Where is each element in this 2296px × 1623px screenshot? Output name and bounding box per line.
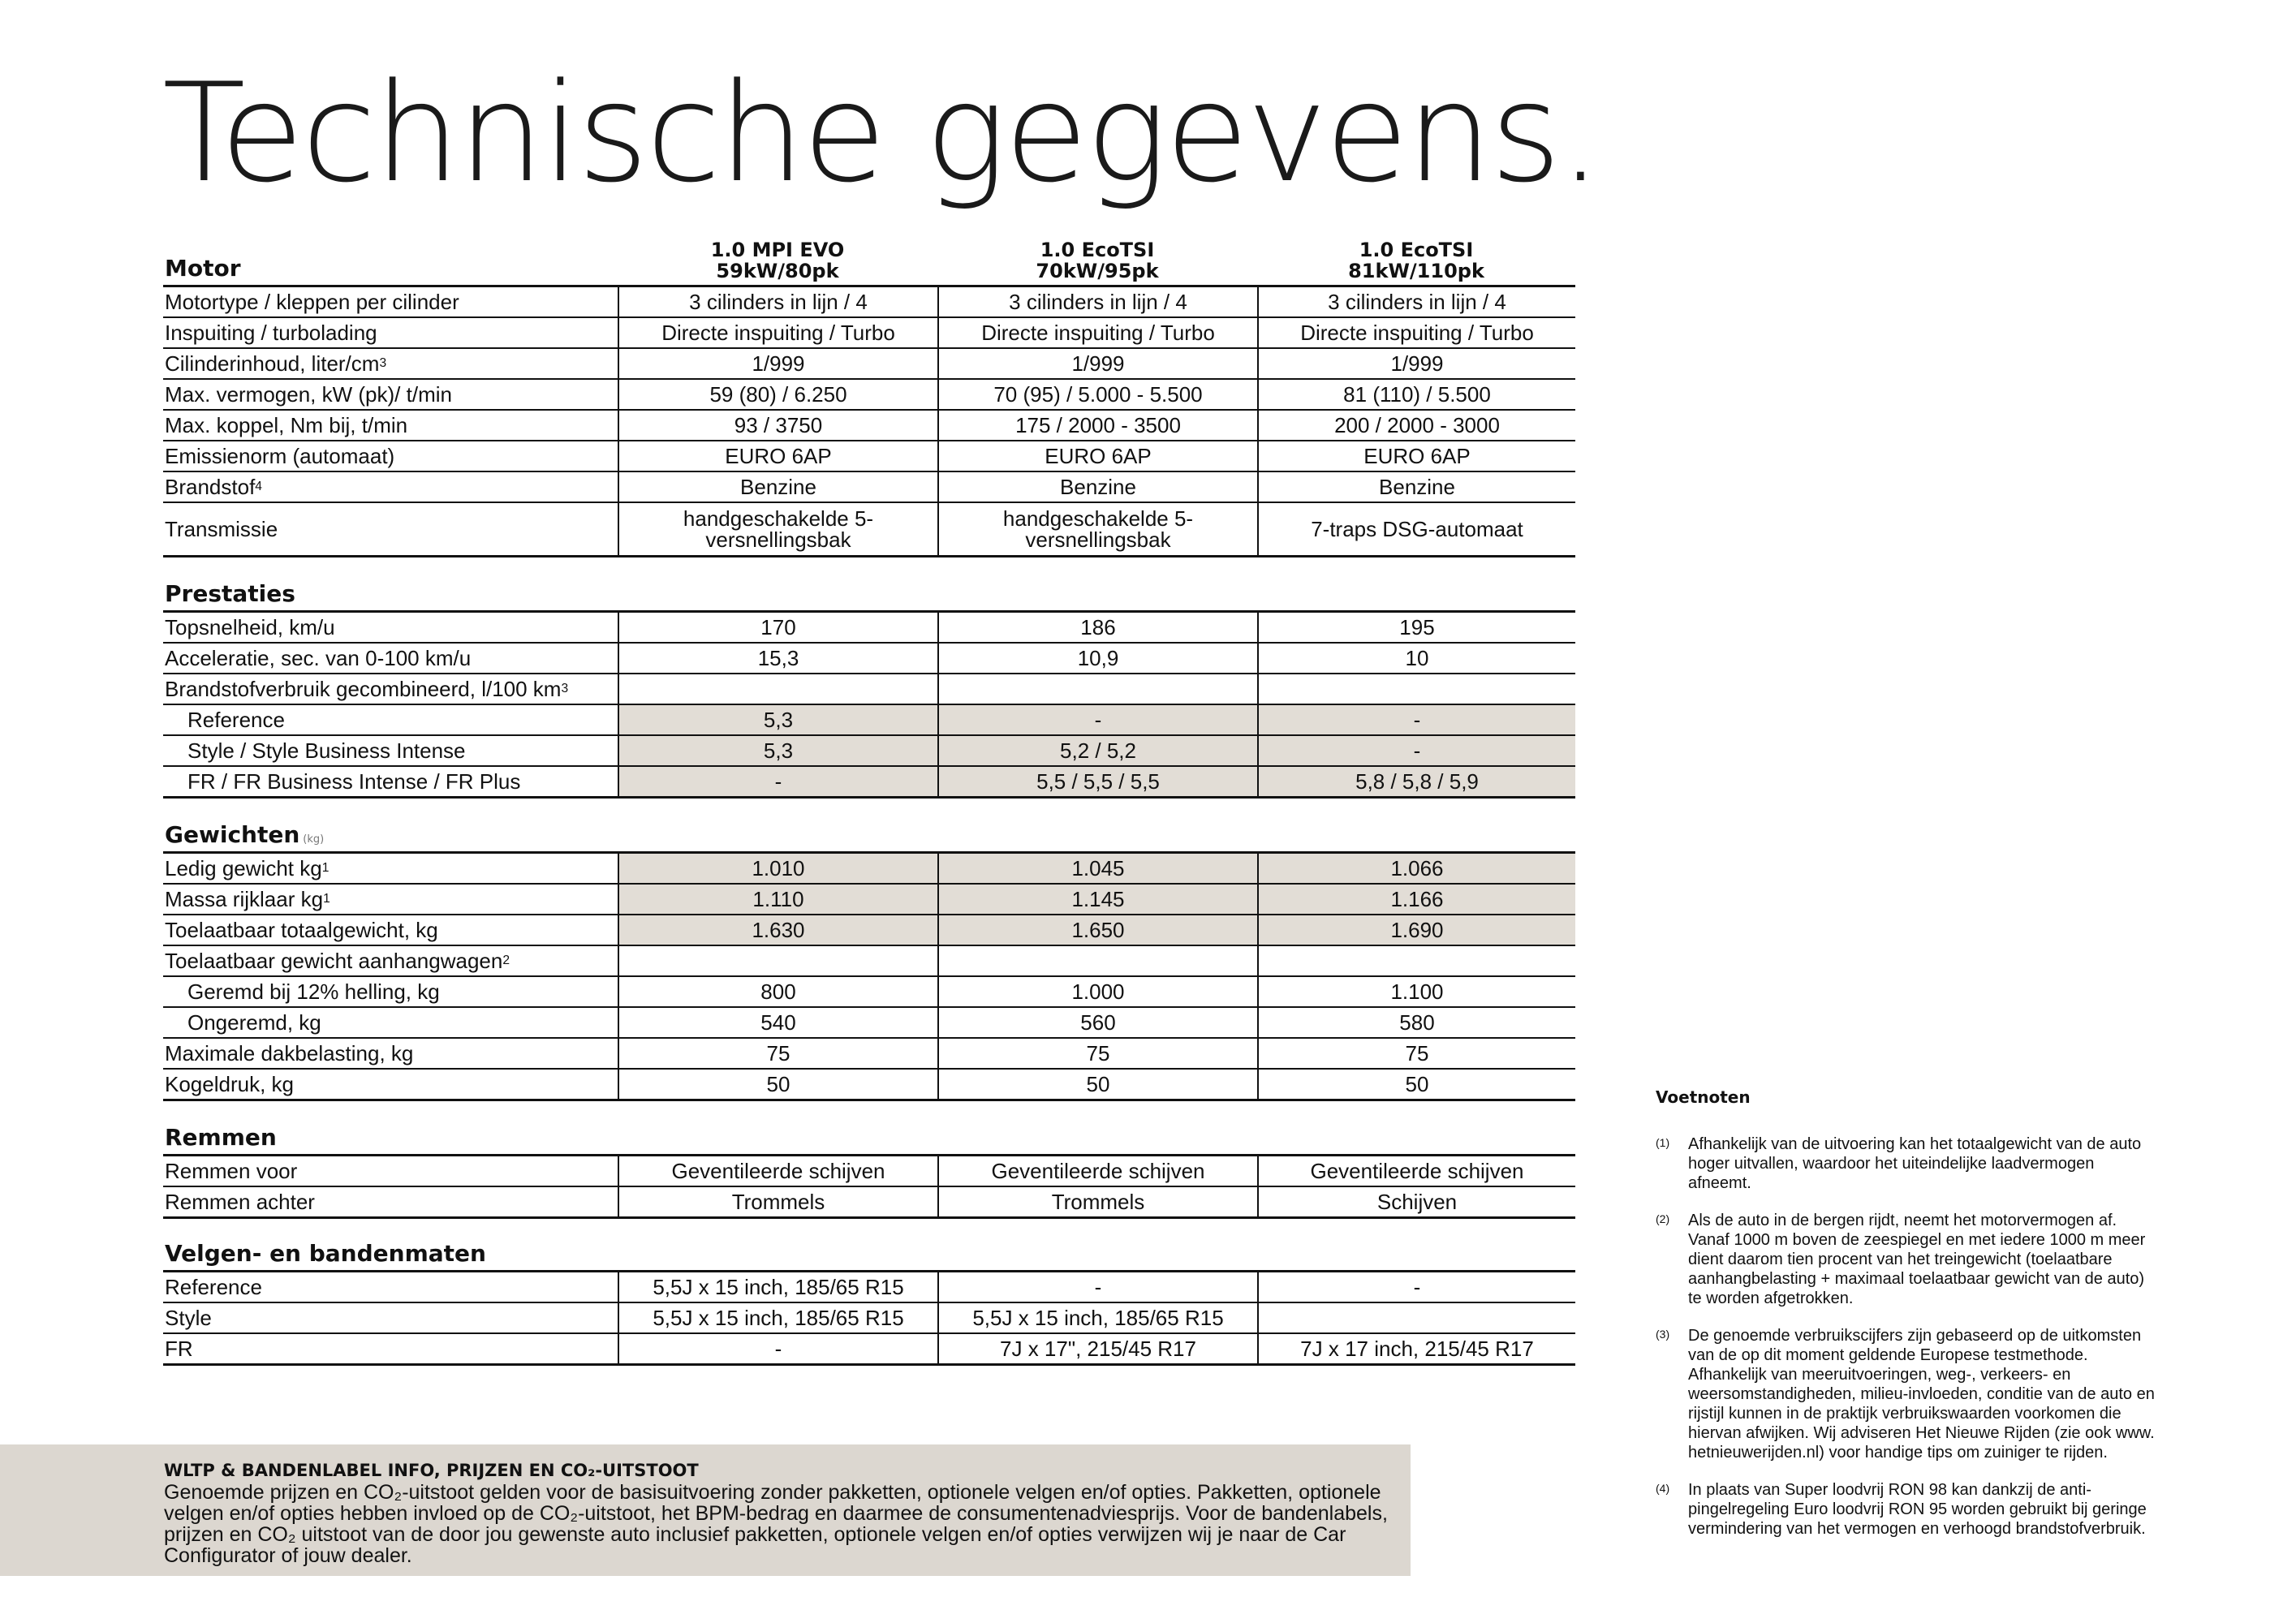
footnote-item	[1656, 1326, 2159, 1462]
section-prestaties	[163, 580, 1575, 799]
row-value-3: 75	[1257, 1039, 1575, 1068]
row-value-2: 50	[937, 1070, 1257, 1099]
table-row	[163, 885, 1575, 915]
row-label: Acceleratie, sec. van 0-100 km/u	[165, 646, 472, 670]
section-title: Velgen- en bandenmaten	[165, 1240, 486, 1267]
row-value-2: Geventileerde schijven	[937, 1156, 1257, 1186]
section-header	[163, 1124, 1575, 1156]
footnote-number: (3)	[1656, 1328, 1670, 1341]
row-value-3: -	[1257, 705, 1575, 734]
row-value-1: 5,3	[618, 705, 937, 734]
column-header-1: 1.0 MPI EVO 59kW/80pk	[710, 239, 845, 282]
table-row	[163, 946, 1575, 977]
row-label: Brandstofverbruik gecombineerd, l/100 km 3	[165, 677, 569, 701]
row-value-2: 70 (95) / 5.000 - 5.500	[937, 380, 1257, 409]
row-value-1	[618, 946, 937, 975]
row-value-1: Geventileerde schijven	[618, 1156, 937, 1186]
row-label: Inspuiting / turbolading	[165, 321, 377, 345]
table-row	[163, 1303, 1575, 1334]
row-value-3: 1.166	[1257, 885, 1575, 914]
row-value-3: 10	[1257, 644, 1575, 673]
table-row	[163, 977, 1575, 1008]
row-label: Remmen voor	[165, 1159, 298, 1183]
row-value-2: 560	[937, 1008, 1257, 1037]
row-value-3: 50	[1257, 1070, 1575, 1099]
row-value-1: 5,5J x 15 inch, 185/65 R15	[618, 1303, 937, 1332]
row-label: Toelaatbaar gewicht aanhangwagen 2	[165, 949, 510, 973]
section-velgen	[163, 1240, 1575, 1366]
row-value-1: EURO 6AP	[618, 441, 937, 471]
table-row	[163, 287, 1575, 318]
section-title: Motor	[165, 255, 241, 282]
column-header-3: 1.0 EcoTSI 81kW/110pk	[1348, 239, 1484, 282]
table-row	[163, 380, 1575, 411]
row-value-1: 1.110	[618, 885, 937, 914]
row-value-3: 5,8 / 5,8 / 5,9	[1257, 767, 1575, 796]
row-label: Brandstof 4	[165, 475, 262, 499]
row-value-2	[937, 674, 1257, 704]
row-value-2: -	[937, 705, 1257, 734]
row-value-3: 580	[1257, 1008, 1575, 1037]
table-row	[163, 1156, 1575, 1187]
table-row	[163, 349, 1575, 380]
section-header	[163, 580, 1575, 613]
row-value-2: Benzine	[937, 472, 1257, 502]
row-label: Toelaatbaar totaalgewicht, kg	[165, 918, 438, 942]
table-row	[163, 1272, 1575, 1303]
row-value-2: 186	[937, 613, 1257, 642]
row-value-2: 1.000	[937, 977, 1257, 1006]
row-value-3: 1.100	[1257, 977, 1575, 1006]
section-gewichten	[163, 821, 1575, 1101]
row-value-1: 5,5J x 15 inch, 185/65 R15	[618, 1272, 937, 1302]
row-value-1: 3 cilinders in lijn / 4	[618, 287, 937, 316]
spec-table	[163, 239, 1575, 1366]
section-title: Gewichten (kg)	[165, 821, 325, 848]
table-row	[163, 736, 1575, 767]
table-row	[163, 1187, 1575, 1219]
row-value-2	[937, 946, 1257, 975]
row-value-1: 1.630	[618, 915, 937, 945]
section-header	[163, 239, 1575, 287]
row-value-2: 5,2 / 5,2	[937, 736, 1257, 765]
row-value-1: 59 (80) / 6.250	[618, 380, 937, 409]
section-title: Remmen	[165, 1124, 277, 1151]
footnote-item	[1656, 1134, 2159, 1193]
row-value-1: 93 / 3750	[618, 411, 937, 440]
row-value-3: Directe inspuiting / Turbo	[1257, 318, 1575, 347]
footnote-number: (4)	[1656, 1482, 1670, 1495]
section-remmen	[163, 1124, 1575, 1219]
row-value-1: 170	[618, 613, 937, 642]
table-row	[163, 854, 1575, 885]
row-value-2: EURO 6AP	[937, 441, 1257, 471]
table-row	[163, 1334, 1575, 1366]
row-value-1: 540	[618, 1008, 937, 1037]
row-value-3: EURO 6AP	[1257, 441, 1575, 471]
section-header	[163, 821, 1575, 854]
row-value-2: Trommels	[937, 1187, 1257, 1216]
row-value-1: -	[618, 1334, 937, 1363]
row-label: Ledig gewicht kg 1	[165, 856, 330, 880]
row-label: FR / FR Business Intense / FR Plus	[187, 769, 521, 794]
row-label: Remmen achter	[165, 1190, 315, 1214]
row-value-2: 5,5J x 15 inch, 185/65 R15	[937, 1303, 1257, 1332]
row-value-1: 50	[618, 1070, 937, 1099]
row-label: Topsnelheid, km/u	[165, 615, 335, 639]
footnote-item	[1656, 1480, 2159, 1539]
row-value-1: 5,3	[618, 736, 937, 765]
footnote-text: Als de auto in de bergen rijdt, neemt het motorvermogen af. Vanaf 1000 m boven de zeespiegel en met iedere 1000 m meer dient daarom tien procent van het treingewicht (toelaatbare aanhangbelasting + maximaal toelaatbaar gewicht van de auto) te worden afgetrokken.	[1688, 1212, 2146, 1307]
row-value-1: -	[618, 767, 937, 796]
row-value-3: 1/999	[1257, 349, 1575, 378]
row-value-3: 3 cilinders in lijn / 4	[1257, 287, 1575, 316]
table-row	[163, 318, 1575, 349]
row-value-3: 81 (110) / 5.500	[1257, 380, 1575, 409]
row-value-1: 15,3	[618, 644, 937, 673]
row-value-3: -	[1257, 1272, 1575, 1302]
footnote-number: (2)	[1656, 1212, 1670, 1225]
row-value-3: 7-traps DSG-automaat	[1257, 503, 1575, 555]
row-value-1: handgeschakelde 5-versnellingsbak	[618, 503, 937, 555]
row-label: Reference	[165, 1275, 262, 1299]
row-value-2: 7J x 17", 215/45 R17	[937, 1334, 1257, 1363]
row-value-2: 1/999	[937, 349, 1257, 378]
row-label: FR	[165, 1337, 193, 1361]
row-value-2: 5,5 / 5,5 / 5,5	[937, 767, 1257, 796]
row-value-1: Benzine	[618, 472, 937, 502]
row-value-3	[1257, 946, 1575, 975]
table-row	[163, 915, 1575, 946]
row-value-2: 75	[937, 1039, 1257, 1068]
row-value-1: 800	[618, 977, 937, 1006]
table-row	[163, 503, 1575, 558]
row-value-2: 1.045	[937, 854, 1257, 883]
row-value-3: 1.066	[1257, 854, 1575, 883]
table-row	[163, 613, 1575, 644]
row-label: Geremd bij 12% helling, kg	[187, 979, 440, 1004]
footnotes	[1656, 1087, 2159, 1556]
row-label: Kogeldruk, kg	[165, 1072, 294, 1096]
footnotes-title: Voetnoten	[1656, 1087, 1751, 1107]
row-value-1: 1.010	[618, 854, 937, 883]
table-row	[163, 411, 1575, 441]
row-label: Style	[165, 1306, 212, 1330]
row-value-1	[618, 674, 937, 704]
row-label: Reference	[187, 708, 285, 732]
row-value-1: 75	[618, 1039, 937, 1068]
row-value-3: Geventileerde schijven	[1257, 1156, 1575, 1186]
table-row	[163, 472, 1575, 503]
row-label: Ongeremd, kg	[187, 1010, 321, 1035]
row-label: Motortype / kleppen per cilinder	[165, 290, 459, 314]
row-value-2: 3 cilinders in lijn / 4	[937, 287, 1257, 316]
row-label: Massa rijklaar kg 1	[165, 887, 330, 911]
table-row	[163, 674, 1575, 705]
row-value-2: 10,9	[937, 644, 1257, 673]
table-row	[163, 441, 1575, 472]
wltp-info-box	[0, 1444, 1411, 1576]
footnote-text: In plaats van Super loodvrij RON 98 kan dankzij de anti-pingelregeling Euro loodvrij RON 95 worden gebruikt bij geringe vermindering van het vermogen en verhoogd brandstofverbruik.	[1688, 1481, 2147, 1538]
row-value-3	[1257, 674, 1575, 704]
footnote-number: (1)	[1656, 1136, 1670, 1149]
footnote-text: De genoemde verbruikscijfers zijn gebaseerd op de uitkomsten van de op dit moment geldende Europese testmethode. Afhankelijk van meeruitvoeringen, weg-, verkeers- en weersomstandigheden, milieu-invloeden, conditie van de auto en rijstijl kunnen in de praktijk verbruikswaarden voorkomen die hiervan afwijken. Wij adviseren Het Nieuwe Rijden (zie ook www. hetnieuwerijden.nl) voor handige tips om zuiniger te rijden.	[1688, 1327, 2155, 1462]
table-row	[163, 1070, 1575, 1101]
row-value-1: Directe inspuiting / Turbo	[618, 318, 937, 347]
row-value-1: 1/999	[618, 349, 937, 378]
footnote-item	[1656, 1211, 2159, 1308]
row-label: Max. vermogen, kW (pk)/ t/min	[165, 382, 452, 407]
table-row	[163, 644, 1575, 674]
page-title: Technische gegevens.	[162, 54, 1600, 213]
row-label: Cilinderinhoud, liter/cm 3	[165, 351, 387, 376]
table-row	[163, 1039, 1575, 1070]
table-row	[163, 767, 1575, 799]
row-label: Maximale dakbelasting, kg	[165, 1041, 414, 1065]
row-value-3: Benzine	[1257, 472, 1575, 502]
table-row	[163, 705, 1575, 736]
row-value-2: 175 / 2000 - 3500	[937, 411, 1257, 440]
row-label: Transmissie	[165, 517, 278, 541]
column-header-2: 1.0 EcoTSI 70kW/95pk	[1036, 239, 1159, 282]
row-value-3: 200 / 2000 - 3000	[1257, 411, 1575, 440]
unit-label: (kg)	[303, 833, 325, 846]
row-label: Max. koppel, Nm bij, t/min	[165, 413, 408, 437]
row-value-1: Trommels	[618, 1187, 937, 1216]
info-title: WLTP & BANDENLABEL INFO, PRIJZEN EN CO₂-UITSTOOT	[164, 1461, 699, 1480]
section-motor	[163, 239, 1575, 558]
row-value-3: Schijven	[1257, 1187, 1575, 1216]
section-header	[163, 1240, 1575, 1272]
row-label: Emissienorm (automaat)	[165, 444, 395, 468]
row-value-3	[1257, 1303, 1575, 1332]
row-value-3: 7J x 17 inch, 215/45 R17	[1257, 1334, 1575, 1363]
section-title: Prestaties	[165, 580, 295, 607]
row-value-3: 1.690	[1257, 915, 1575, 945]
row-label: Style / Style Business Intense	[187, 738, 466, 763]
row-value-2: Directe inspuiting / Turbo	[937, 318, 1257, 347]
row-value-2: -	[937, 1272, 1257, 1302]
info-body: Genoemde prijzen en CO₂-uitstoot gelden voor de basisuitvoering zonder pakketten, optionele velgen en/of opties. Pakketten, optionele velgen en/of opties hebben invloed op de CO₂-uitstoot, het BPM-bedrag en daarmee de consumentenadviesprijs. Voor de bandenlabels, prijzen en CO₂ uitstoot van de door jou gewenste auto inclusief pakketten, optionele velgen en/of opties verwijzen wij je naar de Car Configurator of jouw dealer.	[164, 1481, 1388, 1567]
row-value-3: -	[1257, 736, 1575, 765]
footnote-text: Afhankelijk van de uitvoering kan het totaalgewicht van de auto hoger uitvallen, waardoor het uiteindelijke laadvermogen afneemt.	[1688, 1135, 2142, 1192]
table-row	[163, 1008, 1575, 1039]
row-value-3: 195	[1257, 613, 1575, 642]
row-value-2: handgeschakelde 5-versnellingsbak	[937, 503, 1257, 555]
row-value-2: 1.145	[937, 885, 1257, 914]
row-value-2: 1.650	[937, 915, 1257, 945]
